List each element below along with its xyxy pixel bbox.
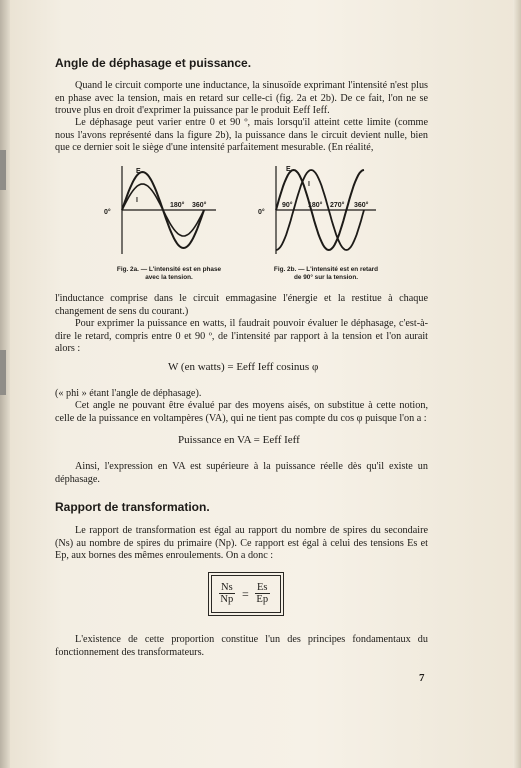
label-e: E <box>136 168 141 175</box>
denominator: Ep <box>256 594 269 605</box>
label-zero: 0° <box>104 209 111 216</box>
paragraph-line: (« phi » étant l'angle de déphasage). <box>55 388 202 399</box>
binding-tab <box>0 150 6 190</box>
paragraph: Cet angle ne pouvant être évalué par des moyens aisés, on substitue à cette notion, celle de la puissance en voltampères (VA), qui ne tient pas compte du cos φ puisque l'on a : <box>55 400 428 424</box>
label-180: 180° <box>170 202 185 209</box>
paragraph: Quand le circuit comporte une inductance, la sinusoïde exprimant l'intensité n'est plus en phase avec la tension, mais en retard sur celle-ci (fig. 2a et 2b). De ce fait, l'on ne se trouve plus en droit d'exprimer la puissance par le produit Eeff Ieff. <box>55 80 428 117</box>
ratio-formula-box <box>208 572 284 616</box>
paragraph: L'existence de cette proportion constitue l'un des principes fondamentaux du fonctionnement des transformateurs. <box>55 634 428 658</box>
page-edge-right <box>513 0 521 768</box>
binding-tab <box>0 350 6 395</box>
paragraph: Pour exprimer la puissance en watts, il faudrait pouvoir évaluer le déphasage, c'est-à-dire le retard, compris entre 0 et 90 º, de l'intensité par rapport à la tension et l'on aurait alors : <box>55 318 428 355</box>
paragraph: Le rapport de transformation est égal au rapport du nombre de spires du secondaire (Ns) au nombre de spires du primaire (Np). Ce rapport est égal à celui des tensions Es et Ep, aux bornes des mêmes enroulements. On a donc : <box>55 525 428 562</box>
label-i: I <box>136 197 138 204</box>
figure-2a-caption <box>114 266 224 281</box>
numerator: Es <box>257 582 268 593</box>
fraction-spires <box>219 582 235 605</box>
caption-line: de 90° sur la tension. <box>294 273 358 281</box>
caption-line: avec la tension. <box>145 273 193 281</box>
label-180: 180° <box>308 202 323 209</box>
label-90: 90° <box>282 202 293 209</box>
caption-line: Fig. 2b. — L'intensité est en retard <box>273 266 379 273</box>
paragraph: l'inductance comprise dans le circuit emmagasine l'énergie et la restitue à chaque changement de sens du courant.) <box>55 293 428 317</box>
equals-sign: = <box>242 587 249 601</box>
section-title-dephasage: Angle de déphasage et puissance. <box>55 56 252 70</box>
paragraph: Ainsi, l'expression en VA est supérieure à la puissance réelle dès qu'il existe un déphasage. <box>55 461 428 485</box>
label-e: E <box>286 166 291 173</box>
figure-2b <box>258 162 386 262</box>
section-title-rapport: Rapport de transformation. <box>55 500 210 514</box>
numerator: Ns <box>221 582 233 593</box>
label-360: 360° <box>354 202 369 209</box>
formula-watts: W (en watts) = Eeff Ieff cosinus φ <box>168 361 319 373</box>
fraction-tensions <box>255 582 270 605</box>
caption-line: Fig. 2a. — L'intensité est en phase <box>116 266 222 273</box>
label-zero: 0° <box>258 209 265 216</box>
figure-2b-caption <box>270 266 382 281</box>
paragraph: Le déphasage peut varier entre 0 et 90 º, mais lorsqu'il atteint cette limite (comme nous l'avons représenté dans la figure 2b), la puissance dans le circuit devient nulle, bien que ce dernier soit le siège d'une intensité parfaitement mesurable. (En réalité, <box>55 117 428 154</box>
label-360: 360° <box>192 202 207 209</box>
figure-2a <box>104 162 222 262</box>
label-270: 270° <box>330 202 345 209</box>
formula-va: Puissance en VA = Eeff Ieff <box>178 434 300 446</box>
denominator: Np <box>220 594 234 605</box>
page-number: 7 <box>419 672 425 684</box>
label-i: I <box>308 181 310 188</box>
